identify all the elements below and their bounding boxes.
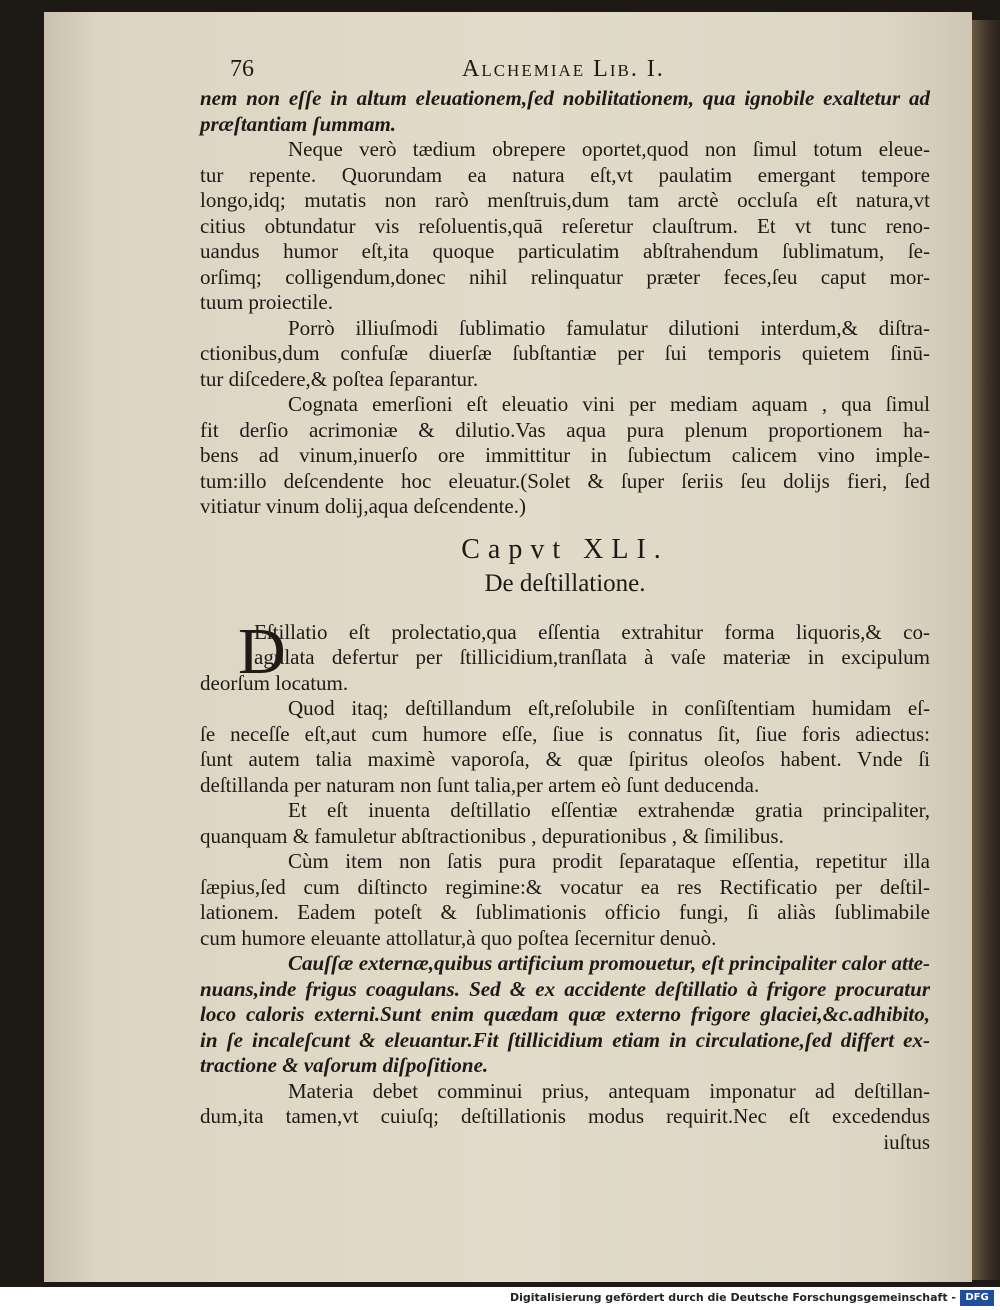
first-paragraph	[200, 614, 930, 697]
text-line: tuum proiectile.	[200, 290, 333, 314]
text-line: nem non eſſe in altum eleuationem,ſed nobilitationem, qua ignobile exaltetur ad	[200, 86, 930, 110]
text-line: Eſtillatio eſt prolectatio,qua eſſentia extrahitur forma liquoris,& co-	[254, 619, 930, 644]
book-edge	[972, 20, 1000, 1280]
text-line: Cognata emerſioni eſt eleuatio vini per mediam aquam , qua ſimul	[288, 392, 930, 416]
text-line: fit derſio acrimoniæ & dilutio.Vas aqua pura plenum proportionem ha-	[200, 417, 930, 442]
text-line: vitiatur vinum dolij,aqua deſcendente.)	[200, 494, 526, 518]
footer-credit: Digitalisierung gefördert durch die Deutsche Forschungsgemeinschaft -	[509, 1291, 956, 1304]
page-header	[200, 56, 930, 86]
text-line: tum:illo deſcendente hoc eleuatur.(Solet & ſuper ſeriis ſeu dolijs fieri, ſed	[200, 468, 930, 493]
text-line: loco caloris externi.Sunt enim quædam quæ externo frigore glaciei,&c.adhibito,	[200, 1002, 930, 1026]
text-line: tur diſcedere,& poſtea ſeparantur.	[200, 366, 479, 391]
text-line: ctionibus,dum confuſæ diuerſæ ſubſtantiæ per ſui temporis quietem ſinū-	[200, 341, 930, 365]
text-line: tur repente. Quorundam ea natura eſt,vt paulatim emergant tempore	[200, 162, 930, 187]
chapter-subtitle: De deſtillatione.	[484, 569, 646, 597]
page-number: 76	[230, 56, 254, 82]
running-head: Alchemiae Lib. I.	[462, 56, 665, 82]
text-line: citius obtundatur vis reſoluentis,quā reſeretur clauſtrum. Et vt tunc reno-	[200, 213, 930, 238]
text-line: ſe neceſſe eſt,aut cum humore eſſe, ſiue is connatus ſit, ſiue foris adiectus:	[200, 721, 930, 746]
text-line: lationem. Eadem poteſt & ſublimationis officio fungi, ſi aliàs ſublimabile	[200, 900, 930, 924]
text-line: Cauſſæ externæ,quibus artificium promouetur, eſt principaliter calor atte-	[288, 951, 930, 975]
text-line: bens ad vinum,inuerſo ore immittitur in ſubiectum calicem vino imple-	[200, 443, 930, 467]
text-line: tractione & vaſorum diſpoſitione.	[200, 1053, 489, 1077]
drop-cap: D	[238, 614, 286, 688]
text-line: uandus humor eſt,ita quoque particulatim abſtrahendum ſublimatum, ſe-	[200, 239, 930, 263]
page-text	[200, 56, 930, 1155]
text-line: cum humore eleuante attollatur,à quo poſtea ſecernitur denuò.	[200, 925, 717, 950]
text-line: orſimq; colligendum,donec nihil relinquatur præter feces,ſeu caput mor-	[200, 264, 930, 289]
text-line: ſæpius,ſed cum diſtincto regimine:& vocatur ea res Rectificatio per deſtil-	[200, 874, 930, 899]
text-line: præſtantiam ſummam.	[200, 111, 397, 136]
text-line: ſunt autem talia maximè vaporoſa, & quæ ſpiritus oleoſos habent. Vnde ſi	[200, 747, 930, 771]
text-line: deorſum locatum.	[200, 670, 349, 695]
text-line: in ſe incaleſcunt & eleuantur.Fit ſtillicidium etiam in circulatione,ſed differt ex-	[200, 1027, 930, 1052]
dfg-logo: DFG	[960, 1290, 994, 1306]
text-line: agulata defertur per ſtillicidium,tranſlata à vaſe materiæ in excipulum	[254, 645, 930, 669]
catchword: iuſtus	[883, 1129, 930, 1154]
text-line: Porrò illiuſmodi ſublimatio famulatur dilutioni interdum,& diſtra-	[288, 315, 930, 340]
text-line: dum,ita tamen,vt cuiuſq; deſtillationis modus requirit.Nec eſt excedendus	[200, 1104, 930, 1128]
text-line: Neque verò tædium obrepere oportet,quod non ſimul totum eleue-	[288, 137, 930, 161]
text-line: quanquam & famuletur abſtractionibus , depurationibus , & ſimilibus.	[200, 823, 784, 848]
chapter-title: Capvt XLI.	[461, 533, 669, 565]
text-line: Cùm item non ſatis pura prodit ſeparataque eſſentia, repetitur illa	[288, 849, 930, 873]
text-line: Materia debet comminui prius, antequam imponatur ad deſtillan-	[288, 1078, 930, 1103]
footer-bar	[0, 1287, 1000, 1310]
text-line: deſtillanda per naturam non ſunt talia,per artem eò ſunt deducenda.	[200, 772, 760, 797]
text-line: nuans,inde frigus coagulans. Sed & ex accidente deſtillatio à frigore procuratur	[200, 976, 930, 1001]
text-line: Et eſt inuenta deſtillatio eſſentiæ extrahendæ gratia principaliter,	[288, 798, 930, 822]
text-line: longo,idq; mutatis non rarò menſtruis,dum tam arctè occluſa eſt natura,vt	[200, 188, 930, 212]
text-line: Quod itaq; deſtillandum eſt,reſolubile in conſiſtentiam humidam eſ-	[288, 696, 930, 720]
